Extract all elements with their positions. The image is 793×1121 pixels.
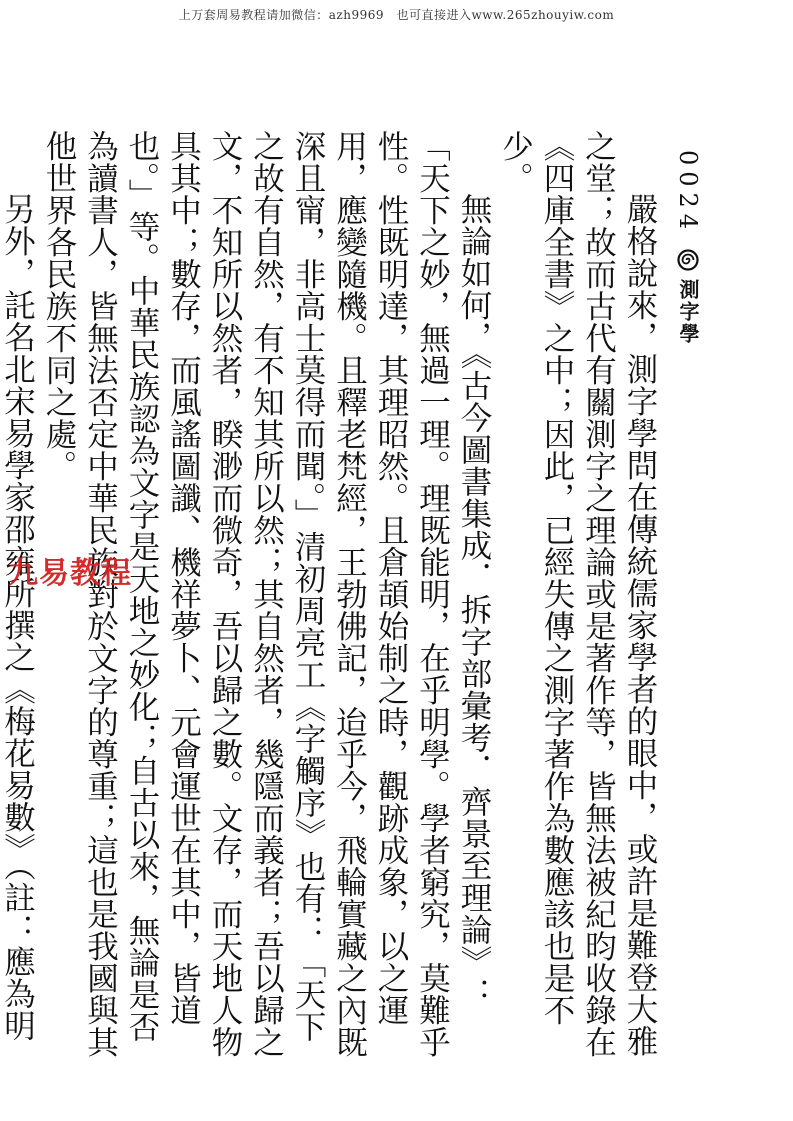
spiral-logo-icon	[677, 249, 699, 271]
page-header	[668, 150, 708, 345]
paragraph-1: 嚴格說來，測字學問在傳統儒家學者的眼中，或許是難登大雅之堂；故而古代有關測字之理論或是著作等，皆無法被紀昀收錄在《四庫全書》之中；因此，已經失傳之測字著作為數應該也是不少。	[497, 130, 658, 1058]
page-number: 0024	[674, 150, 702, 236]
paragraph-2: 無論如何，《古今圖書集成．拆字部彙考．齊景至理論》：「天下之妙，無過一理。理既能明，在乎明學。學者窮究，莫難乎性。性既明達，其理昭然。且倉頡始制之時，觀跡成象，以之運用，應變隨機。且釋老梵經，王勃佛記，迨乎今，飛輪實藏之內既深且甯，非高士莫得而聞。」清初周亮工《字觸序》也有：「天下之故有自然，有不知其所以然；其自然者，幾隱而義者；吾以歸之文，不知所以然者，睽渺而微奇，吾以歸之數。文存，而天地人物具其中；數存，而風謠圖讖、機祥夢卜、元會運世在其中，皆道也。」等。中華民族認為文字是天地之妙化；自古以來，無論是否為讀書人，皆無法否定中華民族對於文字的尊重；這也是我國與其他世界各民族不同之處。	[41, 130, 492, 1058]
watermark-text: 九易教程	[8, 556, 132, 591]
book-title: 測字學	[676, 279, 700, 346]
top-banner: 上万套周易教程请加微信：azh9969 也可直接进入www.265zhouyiw.com	[178, 8, 615, 22]
paragraph-3: 另外，託名北宋易學家邵雍所撰之《梅花易數》（註：應為明	[0, 193, 36, 1042]
